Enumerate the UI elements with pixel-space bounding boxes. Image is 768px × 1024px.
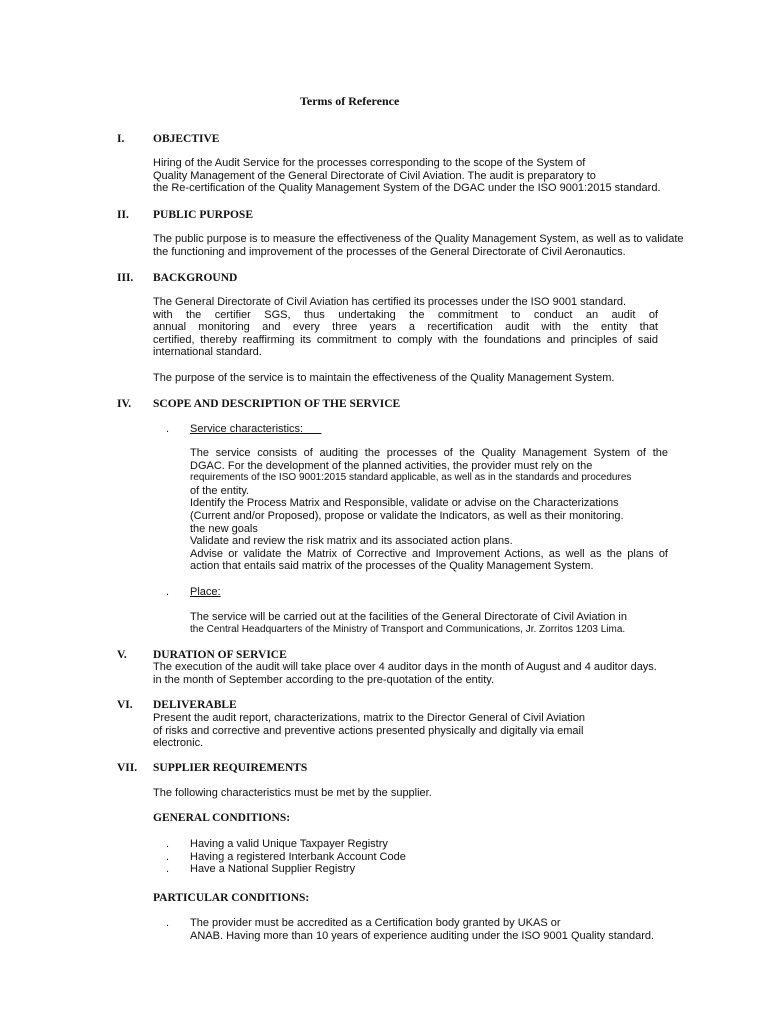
public-purpose-paragraph <box>153 233 713 258</box>
bullet-mark: . <box>166 423 170 435</box>
section-heading-background: BACKGROUND <box>153 272 238 284</box>
text-line: the Central Headquarters of the Ministry of Transport and Communications, Jr. Zorritos 1203 Lima. <box>190 623 626 635</box>
background-paragraph <box>153 296 658 359</box>
page-title: Terms of Reference <box>300 94 400 108</box>
section-number: II. <box>117 209 129 221</box>
section-number: I. <box>117 133 125 145</box>
section-heading-deliverable: DELIVERABLE <box>153 699 237 711</box>
general-conditions-heading: GENERAL CONDITIONS: <box>153 812 291 824</box>
section-heading-scope: SCOPE AND DESCRIPTION OF THE SERVICE <box>153 398 401 410</box>
section-number: VI. <box>117 699 133 711</box>
general-condition-item: Have a National Supplier Registry <box>190 863 356 875</box>
text-line: electronic. <box>153 737 204 750</box>
deliverable-paragraph <box>153 712 713 750</box>
text-line: action that entails said matrix of the processes of the Quality Management System. <box>190 560 594 573</box>
bullet-mark: . <box>166 917 170 929</box>
supplier-intro: The following characteristics must be met by the supplier. <box>153 787 432 799</box>
general-condition-item: Having a registered Interbank Account Code <box>190 851 406 863</box>
bullet-mark: . <box>166 851 170 863</box>
text-line: Present the audit report, characterizations, matrix to the Director General of Civil Aviation <box>153 712 586 724</box>
text-line: Validate and review the risk matrix and its associated action plans. <box>190 535 513 548</box>
section-number: III. <box>117 272 134 284</box>
text-line: certified, thereby reaffirming its commitment to comply with the foundations and principles of said <box>153 333 658 346</box>
text-line: The execution of the audit will take place over 4 auditor days in the month of August and 4 auditor days. <box>153 661 657 673</box>
text-line: of the entity. <box>190 484 250 497</box>
text-line: the functioning and improvement of the processes of the General Directorate of Civil Aeronautics. <box>153 245 626 258</box>
bullet-mark: . <box>166 838 170 850</box>
text-line: in the month of September according to the pre-quotation of the entity. <box>153 673 495 686</box>
underlined-label: Service characteristics: <box>190 423 304 435</box>
text-line: the Re-certification of the Quality Management System of the DGAC under the ISO 9001:2015 standard. <box>153 182 661 195</box>
particular-condition-item <box>190 917 710 942</box>
underline-trail <box>303 423 321 435</box>
text-line: of risks and corrective and preventive actions presented physically and digitally via email <box>153 724 584 737</box>
text-line: Identify the Process Matrix and Responsible, validate or advise on the Characterizations <box>190 497 619 510</box>
service-characteristics-text <box>190 447 668 573</box>
text-line: The provider must be accredited as a Certification body granted by UKAS or <box>190 917 561 929</box>
text-line: The public purpose is to measure the effectiveness of the Quality Management System, as well as to validate <box>153 233 684 245</box>
bullet-mark: . <box>166 863 170 875</box>
place-label <box>190 586 710 599</box>
text-line: requirements of the ISO 9001:2015 standard applicable, as well as in the standards and procedures <box>190 472 632 484</box>
text-line: The service will be carried out at the facilities of the General Directorate of Civil Aviation in <box>190 611 627 623</box>
underlined-label: Place: <box>190 586 221 598</box>
text-line: Quality Management of the General Directorate of Civil Aviation. The audit is preparatory to <box>153 169 596 182</box>
section-heading-objective: OBJECTIVE <box>153 133 220 145</box>
duration-paragraph <box>153 661 713 686</box>
text-line: The service consists of auditing the processes of the Quality Management System of the <box>190 447 668 459</box>
section-number: IV. <box>117 398 132 410</box>
place-text <box>190 611 710 636</box>
text-line: international standard. <box>153 346 262 359</box>
section-number: V. <box>117 649 127 661</box>
text-line: the new goals <box>190 522 258 535</box>
section-number: VII. <box>117 762 138 774</box>
section-heading-public-purpose: PUBLIC PURPOSE <box>153 209 253 221</box>
bullet-mark: . <box>166 586 170 598</box>
background-purpose-line: The purpose of the service is to maintain the effectiveness of the Quality Management System. <box>153 372 615 384</box>
section-heading-supplier-requirements: SUPPLIER REQUIREMENTS <box>153 762 308 774</box>
text-line: with the certifier SGS, thus undertaking the commitment to conduct an audit of <box>153 308 658 321</box>
section-heading-duration: DURATION OF SERVICE <box>153 649 287 661</box>
text-line: Hiring of the Audit Service for the processes corresponding to the scope of the System of <box>153 157 586 169</box>
text-line: (Current and/or Proposed), propose or validate the Indicators, as well as their monitoring. <box>190 509 624 522</box>
particular-conditions-heading: PARTICULAR CONDITIONS: <box>153 892 310 904</box>
text-line: Advise or validate the Matrix of Corrective and Improvement Actions, as well as the plans of <box>190 547 668 560</box>
service-characteristics-label <box>190 423 710 436</box>
text-line: ANAB. Having more than 10 years of experience auditing under the ISO 9001 Quality standard. <box>190 929 655 942</box>
text-line: annual monitoring and every three years a recertification audit with the entity that <box>153 321 658 334</box>
objective-paragraph <box>153 157 713 195</box>
text-line: DGAC. For the development of the planned activities, the provider must rely on the <box>190 459 593 472</box>
general-condition-item: Having a valid Unique Taxpayer Registry <box>190 838 388 850</box>
text-line: The General Directorate of Civil Aviation has certified its processes under the ISO 9001 standard. <box>153 296 627 308</box>
